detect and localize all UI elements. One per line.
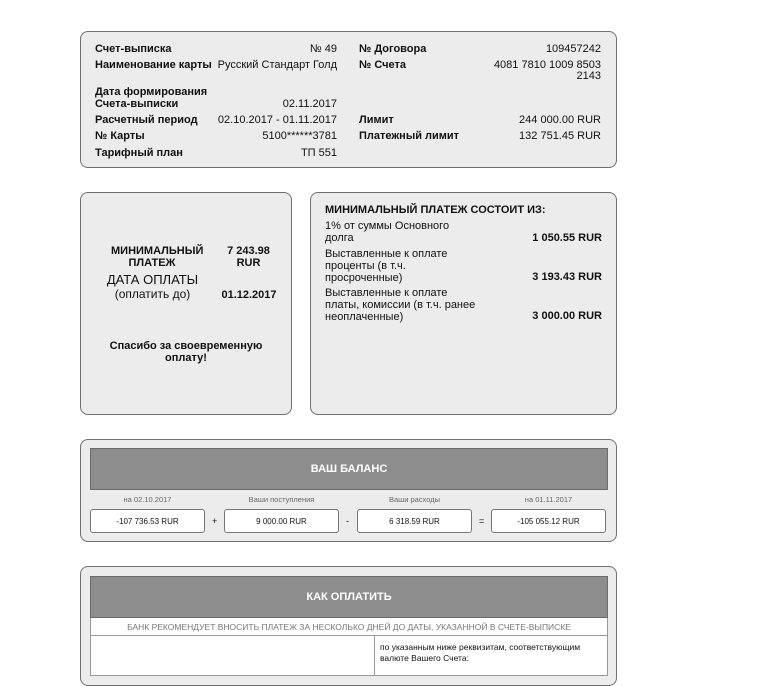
period-value: 02.10.2017 - 01.11.2017 — [217, 114, 337, 126]
thanks-text: Спасибо за своевременную — [109, 340, 263, 352]
account-label: № Счета — [359, 59, 406, 71]
contract-label: № Договора — [359, 43, 427, 55]
breakdown-item-fees: Выставленные к оплате — [325, 287, 448, 299]
equals-sign: = — [479, 516, 485, 526]
statement-info-panel — [80, 31, 617, 168]
contract-value: 109457242 — [545, 43, 601, 55]
account-value-cont: 2143 — [576, 70, 601, 82]
due-date-value: 01.12.2017 — [221, 289, 277, 301]
balance-panel — [80, 439, 617, 542]
balance-title: ВАШ БАЛАНС — [90, 448, 608, 490]
balance-start-caption: на 02.10.2017 — [123, 495, 172, 504]
min-payment-amount: 7 243.98 — [227, 245, 270, 257]
period-label: Расчетный период — [95, 114, 198, 126]
min-payment-label: МИНИМАЛЬНЫЙ — [111, 245, 204, 257]
payment-limit-label: Платежный лимит — [359, 130, 460, 142]
how-to-pay-recommendation: БАНК РЕКОМЕНДУЕТ ВНОСИТЬ ПЛАТЕЖ ЗА НЕСКОЛЬКО ДНЕЙ ДО ДАТЫ, УКАЗАННОЙ В СЧЕТЕ-ВЫПИСКЕ — [90, 618, 608, 636]
minus-sign: - — [346, 516, 349, 526]
payment-limit-value: 132 751.45 RUR — [519, 130, 601, 142]
breakdown-item-fees-2: платы, комиссии (в т.ч. ранее — [325, 299, 476, 311]
breakdown-fees-value: 3 000.00 RUR — [532, 310, 602, 322]
limit-label: Лимит — [359, 114, 394, 126]
statement-date-value: 02.11.2017 — [282, 98, 337, 110]
tariff-label: Тарифный план — [95, 147, 183, 159]
card-name-label: Наименование карты — [95, 59, 212, 71]
how-to-pay-right-cell — [375, 636, 608, 676]
how-to-pay-details-line-1: по указанным ниже реквизитам, соответствующим — [380, 642, 581, 652]
thanks-text-2: оплату! — [165, 352, 207, 364]
min-payment-panel — [80, 192, 292, 415]
breakdown-item-principal-2: долга — [325, 232, 354, 244]
balance-income-value: 9 000.00 RUR — [224, 509, 339, 533]
card-name-value: Русский Стандарт Голд — [217, 59, 337, 71]
how-to-pay-title: КАК ОПЛАТИТЬ — [90, 576, 608, 618]
breakdown-item-fees-3: неоплаченные) — [325, 311, 404, 323]
breakdown-item-principal: 1% от суммы Основного — [325, 220, 450, 232]
due-date-sublabel: (оплатить до) — [114, 287, 191, 301]
breakdown-interest-value: 3 193.43 RUR — [532, 271, 602, 283]
account-value: 4081 7810 1009 8503 — [493, 59, 601, 71]
statement-number: № 49 — [309, 43, 337, 55]
plus-sign: + — [212, 516, 218, 526]
balance-end-value: -105 055.12 RUR — [491, 509, 606, 533]
card-number-value: 5100******3781 — [262, 130, 337, 142]
breakdown-principal-value: 1 050.55 RUR — [532, 232, 602, 244]
how-to-pay-details-line-2: валюте Вашего Счета: — [380, 653, 469, 663]
balance-income-caption: Ваши поступления — [248, 495, 315, 504]
breakdown-item-interest-3: просроченные) — [325, 272, 403, 284]
min-payment-label-2: ПЛАТЕЖ — [128, 257, 176, 269]
breakdown-title: МИНИМАЛЬНЫЙ ПЛАТЕЖ СОСТОИТ ИЗ: — [325, 204, 546, 216]
balance-end-caption: на 01.11.2017 — [524, 495, 573, 504]
min-payment-currency: RUR — [236, 257, 261, 269]
balance-expense-caption: Ваши расходы — [389, 495, 440, 504]
how-to-pay-left-cell — [90, 636, 375, 676]
statement-date-label: Дата формирования — [95, 86, 208, 98]
breakdown-item-interest-2: проценты (в т.ч. — [325, 260, 406, 272]
statement-label: Счет-выписка — [95, 43, 172, 55]
balance-expense-value: 6 318.59 RUR — [357, 509, 472, 533]
min-payment-breakdown-panel — [310, 192, 617, 415]
statement-date-label-2: Счета-выписки — [95, 98, 179, 110]
due-date-label: ДАТА ОПЛАТЫ — [106, 272, 199, 287]
card-number-label: № Карты — [95, 130, 145, 142]
tariff-value: ТП 551 — [300, 147, 337, 159]
breakdown-item-interest: Выставленные к оплате — [325, 248, 448, 260]
balance-start-value: -107 736.53 RUR — [90, 509, 205, 533]
how-to-pay-panel — [80, 566, 617, 686]
limit-value: 244 000.00 RUR — [519, 114, 601, 126]
